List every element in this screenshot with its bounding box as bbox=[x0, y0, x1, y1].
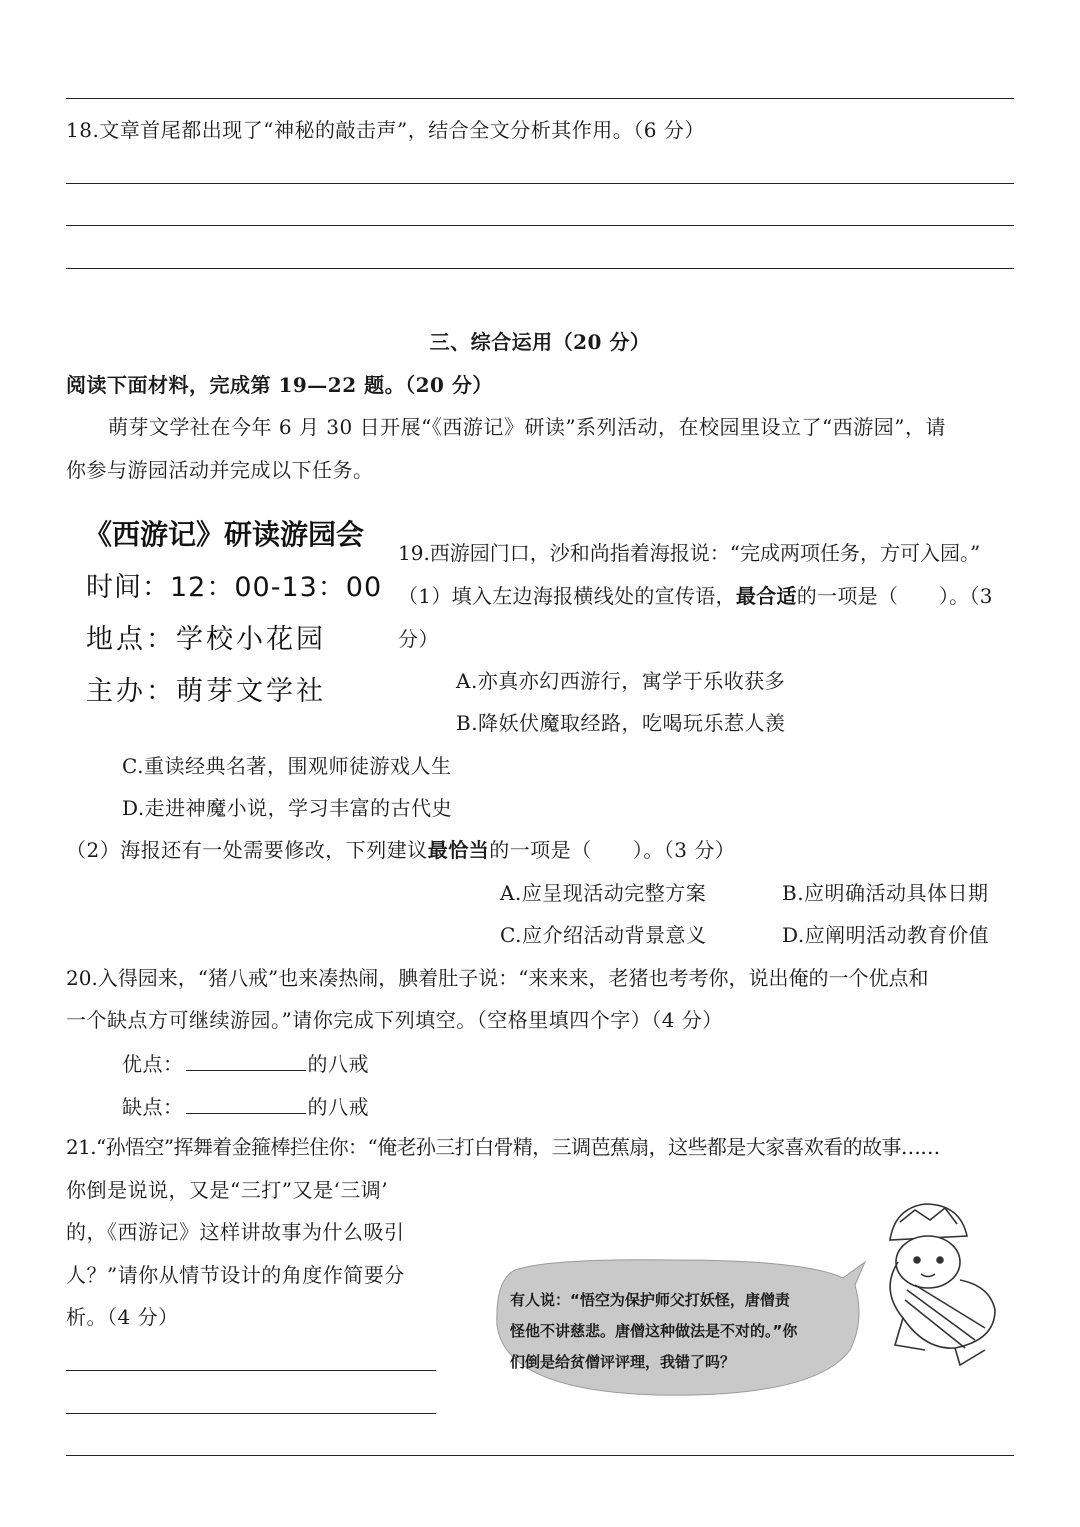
fault-label: 缺点： bbox=[122, 1095, 184, 1119]
answer-line bbox=[66, 98, 1014, 99]
part1-text-end: 的一项是（ ）。（3 bbox=[796, 584, 993, 608]
part2-text: （2）海报还有一处需要修改，下列建议 bbox=[66, 838, 428, 862]
poster-host: 主办：萌芽文学社 bbox=[86, 676, 326, 707]
answer-line[interactable] bbox=[66, 1455, 1014, 1456]
answer-line[interactable] bbox=[66, 268, 1014, 269]
intro-line-1: 萌芽文学社在今年 6 月 30 日开展“《西游记》研读”系列活动，在校园里设立了“西游园”，请 bbox=[108, 415, 947, 439]
option-a[interactable]: A.亦真亦幻西游行，寓学于乐收获多 bbox=[456, 669, 786, 693]
merit-blank[interactable] bbox=[186, 1048, 306, 1071]
question-20-line2: 一个缺点方可继续游园。”请你完成下列填空。（空格里填四个字）（4 分） bbox=[66, 1008, 723, 1032]
section-heading: 三、综合运用（20 分） bbox=[429, 330, 651, 354]
option-d[interactable]: D.走进神魔小说，学习丰富的古代史 bbox=[122, 796, 453, 820]
bubble-line-3: 们倒是给贫僧评评理，我错了吗？ bbox=[510, 1353, 736, 1371]
section-instruction: 阅读下面材料，完成第 19—22 题。（20 分） bbox=[66, 373, 493, 397]
merit-fill bbox=[122, 1048, 369, 1078]
question-18: 18.文章首尾都出现了“神秘的敲击声”，结合全文分析其作用。（6 分） bbox=[66, 118, 705, 142]
fault-suffix: 的八戒 bbox=[307, 1095, 369, 1119]
monk-figure bbox=[890, 1204, 995, 1365]
poster-title: 《西游记》研读游园会 bbox=[84, 518, 365, 551]
question-21-line3: 的，《西游记》这样讲故事为什么吸引 bbox=[66, 1220, 405, 1244]
poster-place: 地点：学校小花园 bbox=[86, 624, 326, 655]
question-21-line2: 你倒是说说，又是“三打”又是‘三调’ bbox=[66, 1178, 389, 1202]
option-b[interactable]: B.降妖伏魔取经路，吃喝玩乐惹人羡 bbox=[456, 711, 786, 735]
fault-blank[interactable] bbox=[186, 1091, 306, 1114]
question-21-line5: 析。（4 分） bbox=[66, 1305, 179, 1329]
answer-line[interactable] bbox=[66, 183, 1014, 184]
answer-line[interactable] bbox=[66, 225, 1014, 226]
speech-bubble-icon bbox=[455, 1200, 1015, 1425]
poster-time: 时间：12：00-13：00 bbox=[86, 572, 383, 603]
question-20-line1: 20.入得园来，“猪八戒”也来凑热闹，腆着肚子说：“来来来，老猪也考考你，说出俺的一个优点和 bbox=[66, 966, 929, 990]
part2-option-b[interactable]: B.应明确活动具体日期 bbox=[782, 881, 989, 905]
part2-option-a[interactable]: A.应呈现活动完整方案 bbox=[500, 881, 707, 905]
intro-line-2: 你参与游园活动并完成以下任务。 bbox=[66, 458, 374, 482]
answer-line[interactable] bbox=[66, 1370, 436, 1371]
bubble-line-1: 有人说：“悟空为保护师父打妖怪，唐僧责 bbox=[510, 1291, 790, 1309]
part2-option-d[interactable]: D.应阐明活动教育价值 bbox=[782, 923, 990, 947]
question-19-stem: 19.西游园门口，沙和尚指着海报说：“完成两项任务，方可入园。” bbox=[398, 541, 981, 565]
part1-text: （1）填入左边海报横线处的宣传语， bbox=[398, 584, 736, 608]
question-19-part2 bbox=[66, 836, 735, 864]
merit-suffix: 的八戒 bbox=[307, 1052, 369, 1076]
part2-option-c[interactable]: C.应介绍活动背景意义 bbox=[500, 923, 707, 947]
part1-emphasis: 最合适 bbox=[735, 584, 797, 608]
answer-line[interactable] bbox=[66, 1413, 436, 1414]
option-c[interactable]: C.重读经典名著，围观师徒游戏人生 bbox=[122, 754, 452, 778]
part2-text-end: 的一项是（ ）。（3 分） bbox=[489, 838, 736, 862]
fault-fill bbox=[122, 1091, 369, 1121]
bubble-line-2: 怪他不讲慈悲。唐僧这种做法是不对的。”你 bbox=[510, 1322, 798, 1340]
merit-label: 优点： bbox=[122, 1052, 184, 1076]
question-21-line1: 21.“孙悟空”挥舞着金箍棒拦住你：“俺老孙三打白骨精，三调芭蕉扇，这些都是大家喜欢看的故事…… bbox=[66, 1135, 940, 1159]
part2-emphasis: 最恰当 bbox=[427, 838, 490, 862]
question-19-part1-cont: 分） bbox=[398, 627, 439, 651]
question-19-part1 bbox=[398, 582, 993, 610]
question-21-line4: 人？”请你从情节设计的角度作简要分 bbox=[66, 1263, 405, 1287]
tangseng-illustration bbox=[455, 1200, 1015, 1425]
